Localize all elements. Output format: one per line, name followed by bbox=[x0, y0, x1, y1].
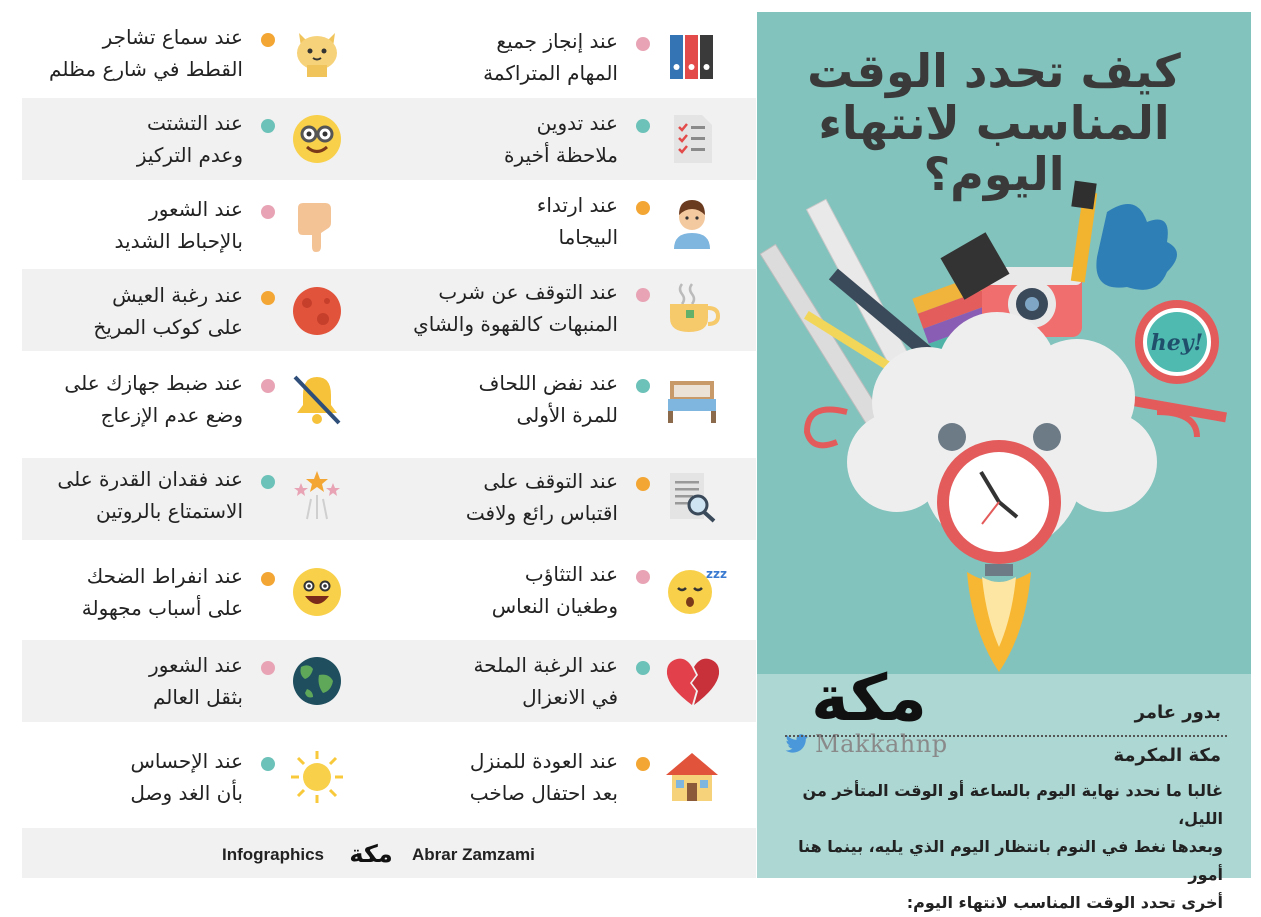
makkah-logo-text: مكة bbox=[811, 662, 927, 736]
list-item bbox=[380, 176, 750, 266]
list-item bbox=[5, 450, 375, 540]
list-item bbox=[380, 94, 750, 184]
item-line-2: وطغيان النعاس bbox=[491, 594, 618, 618]
item-line-1: عند التوقف على bbox=[483, 469, 618, 493]
bell-off-icon bbox=[289, 371, 345, 427]
item-line-1: عند العودة للمنزل bbox=[469, 749, 618, 773]
twitter-handle[interactable] bbox=[785, 729, 948, 759]
item-line-2: على أسباب مجهولة bbox=[81, 596, 243, 620]
twitter-bird-icon bbox=[785, 734, 809, 754]
list-item bbox=[5, 547, 375, 637]
laughing-face-icon bbox=[289, 564, 345, 620]
item-line-1: عند الرغبة الملحة bbox=[473, 653, 618, 677]
title-line-2: المناسب لانتهاء اليوم؟ bbox=[818, 95, 1170, 202]
list-item bbox=[380, 354, 750, 444]
item-line-1: عند ضبط جهازك على bbox=[64, 371, 243, 395]
bullet-dot bbox=[636, 288, 650, 302]
list-item bbox=[380, 732, 750, 822]
broken-heart-icon bbox=[664, 653, 720, 709]
list-item bbox=[380, 452, 750, 542]
item-line-2: ملاحظة أخيرة bbox=[504, 143, 618, 167]
item-line-1: عند الشعور bbox=[149, 197, 243, 221]
item-line-2: للمرة الأولى bbox=[516, 403, 618, 427]
list-item bbox=[5, 8, 375, 98]
item-line-2: بأن الغد وصل bbox=[130, 781, 243, 805]
mars-icon bbox=[289, 283, 345, 339]
item-line-2: على كوكب المريخ bbox=[93, 315, 243, 339]
item-line-1: عند التثاؤب bbox=[524, 562, 618, 586]
item-line-2: البيجاما bbox=[558, 225, 618, 249]
author-name: بدور عامر bbox=[1134, 702, 1221, 723]
house-icon bbox=[664, 749, 720, 805]
bullet-dot bbox=[636, 570, 650, 584]
title-line-1: كيف تحدد الوقت bbox=[807, 44, 1181, 98]
item-line-1: عند إنجاز جميع bbox=[496, 29, 618, 53]
title-panel bbox=[757, 12, 1251, 912]
twitter-name: Makkahnp bbox=[815, 730, 948, 758]
document-search-icon bbox=[664, 469, 720, 525]
intro-line-1: غالبا ما نحدد نهاية اليوم بالساعة أو الوقت المتأخر من الليل، bbox=[802, 781, 1223, 828]
item-line-1: عند التوقف عن شرب bbox=[438, 280, 618, 304]
bullet-dot bbox=[261, 572, 275, 586]
list-item bbox=[5, 180, 375, 270]
item-line-2: الاستمتاع بالروتين bbox=[95, 499, 243, 523]
checklist-icon bbox=[664, 111, 720, 167]
item-line-1: عند الإحساس bbox=[130, 749, 243, 773]
thumbs-down-icon bbox=[289, 197, 345, 253]
intro-paragraph bbox=[778, 777, 1223, 917]
item-line-1: عند رغبة العيش bbox=[112, 283, 243, 307]
list-item bbox=[5, 354, 375, 444]
stars-icon bbox=[289, 467, 345, 523]
bullet-dot bbox=[636, 37, 650, 51]
bullet-dot bbox=[261, 119, 275, 133]
list-item bbox=[5, 266, 375, 356]
footer-designer-name: Abrar Zamzami bbox=[412, 845, 535, 864]
cat-icon bbox=[289, 25, 345, 81]
bed-icon bbox=[664, 371, 720, 427]
bullet-dot bbox=[636, 661, 650, 675]
item-line-2: بالإحباط الشديد bbox=[114, 229, 243, 253]
item-line-1: عند نفض اللحاف bbox=[478, 371, 618, 395]
item-line-1: عند تدوين bbox=[536, 111, 618, 135]
list-item bbox=[380, 636, 750, 726]
list-item bbox=[380, 12, 750, 102]
item-line-2: وعدم التركيز bbox=[136, 143, 243, 167]
bullet-dot bbox=[261, 33, 275, 47]
bullet-dot bbox=[636, 201, 650, 215]
list-item bbox=[380, 263, 750, 353]
list-item bbox=[5, 636, 375, 726]
rocket-clock-illustration bbox=[777, 172, 1237, 672]
footer-makkah-logo bbox=[340, 838, 402, 866]
credits-footer bbox=[22, 828, 756, 878]
item-line-2: اقتباس رائع ولافت bbox=[465, 501, 618, 525]
item-line-1: عند فقدان القدرة على bbox=[57, 467, 243, 491]
bullet-dot bbox=[261, 291, 275, 305]
makkah-logo bbox=[782, 658, 957, 736]
binders-icon bbox=[664, 29, 720, 85]
item-line-2: المهام المتراكمة bbox=[483, 61, 618, 85]
boy-avatar-icon bbox=[664, 193, 720, 249]
item-line-2: في الانعزال bbox=[522, 685, 618, 709]
item-line-1: عند التشتت bbox=[146, 111, 243, 135]
item-line-1: عند انفراط الضحك bbox=[86, 564, 243, 588]
city-name: مكة المكرمة bbox=[1113, 745, 1221, 766]
bullet-dot bbox=[261, 661, 275, 675]
globe-icon bbox=[289, 653, 345, 709]
item-line-2: وضع عدم الإزعاج bbox=[100, 403, 243, 427]
bullet-dot bbox=[261, 379, 275, 393]
item-line-1: عند الشعور bbox=[149, 653, 243, 677]
list-item bbox=[5, 94, 375, 184]
bullet-dot bbox=[261, 475, 275, 489]
bullet-dot bbox=[636, 477, 650, 491]
list-item bbox=[380, 545, 750, 635]
footer-logo-text: مكة bbox=[349, 840, 393, 868]
list-item bbox=[5, 732, 375, 822]
bullet-dot bbox=[636, 379, 650, 393]
bullet-dot bbox=[261, 205, 275, 219]
svg-text:zzz: zzz bbox=[706, 567, 727, 581]
bullet-dot bbox=[636, 119, 650, 133]
item-line-2: بعد احتفال صاخب bbox=[469, 781, 618, 805]
item-line-2: المنبهات كالقهوة والشاي bbox=[413, 312, 618, 336]
item-line-2: بثقل العالم bbox=[152, 685, 243, 709]
dotted-divider bbox=[785, 735, 1227, 737]
intro-line-3: أخرى تحدد الوقت المناسب لانتهاء اليوم: bbox=[906, 893, 1223, 912]
item-line-2: القطط في شارع مظلم bbox=[49, 57, 243, 81]
hey-label: hey! bbox=[1150, 330, 1204, 356]
bullet-dot bbox=[261, 757, 275, 771]
bullet-dot bbox=[636, 757, 650, 771]
item-line-1: عند سماع تشاجر bbox=[102, 25, 243, 49]
nerd-face-icon bbox=[289, 111, 345, 167]
sun-icon bbox=[289, 749, 345, 805]
sleepy-face-icon bbox=[664, 562, 727, 618]
tea-cup-icon bbox=[664, 280, 720, 336]
footer-infographics-label: Infographics bbox=[222, 845, 325, 864]
intro-line-2: وبعدها نغط في النوم بانتظار اليوم الذي يليه، بينما هنا أمور bbox=[798, 837, 1223, 884]
item-line-1: عند ارتداء bbox=[536, 193, 618, 217]
